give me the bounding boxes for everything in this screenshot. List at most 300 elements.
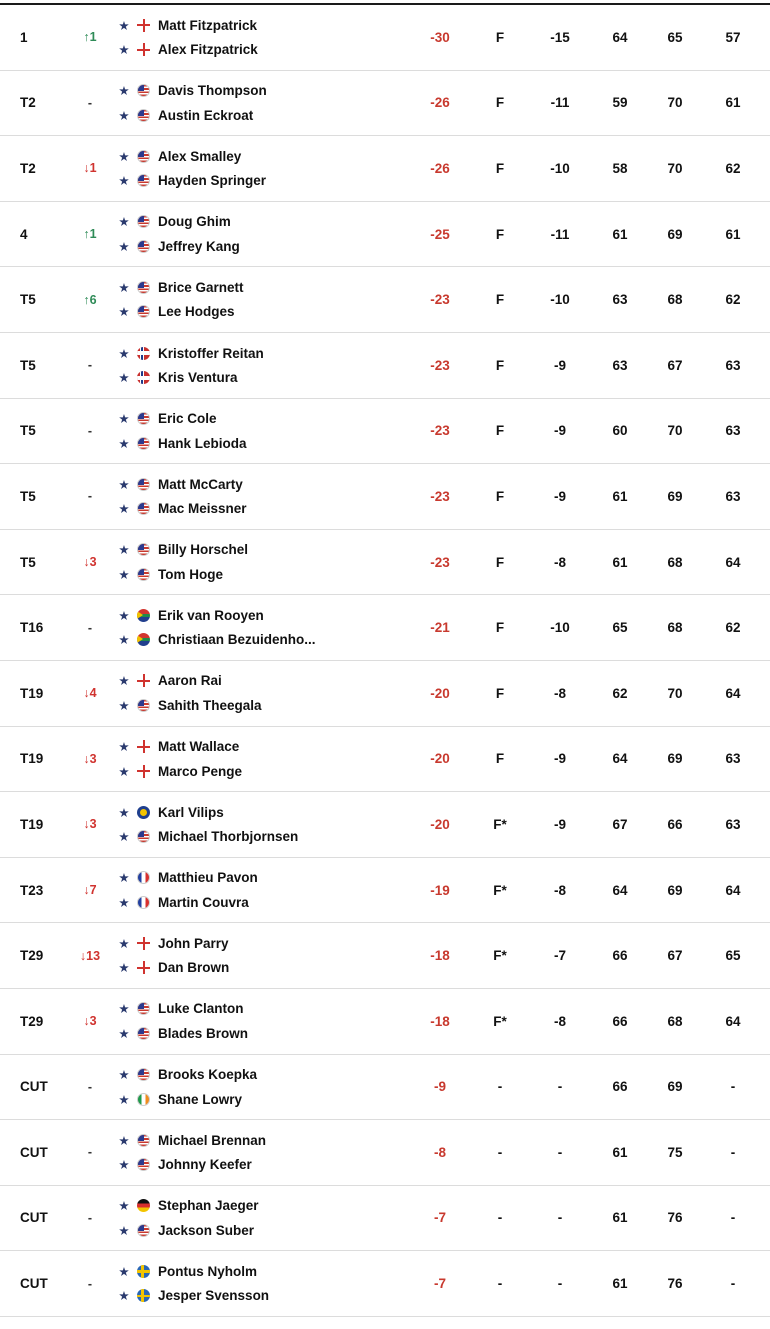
leaderboard-row[interactable]	[0, 399, 770, 465]
player-name[interactable]: Stephan Jaeger	[158, 1198, 259, 1214]
today-score: -9	[553, 816, 566, 832]
favorite-star-icon[interactable]: ★	[118, 1092, 130, 1107]
player-2[interactable]	[117, 300, 235, 325]
usa-flag-icon	[137, 1158, 150, 1171]
round-2-score: 70	[667, 160, 683, 176]
usa-flag-icon	[137, 109, 150, 122]
today-score: -9	[553, 423, 566, 439]
position: T2	[20, 160, 36, 176]
total-to-par: -25	[430, 226, 450, 242]
position: CUT	[20, 1210, 48, 1226]
round-3-score: 61	[725, 226, 741, 242]
leaderboard-row[interactable]	[0, 267, 770, 333]
leaderboard-row[interactable]	[0, 923, 770, 989]
team-players	[117, 136, 417, 201]
player-name[interactable]: Brice Garnett	[158, 279, 244, 295]
player-name[interactable]: Jesper Svensson	[158, 1288, 270, 1304]
favorite-star-icon[interactable]: ★	[118, 436, 130, 451]
player-2[interactable]	[117, 431, 247, 456]
player-name[interactable]: Kristoffer Reitan	[158, 345, 264, 361]
player-name[interactable]: Doug Ghim	[158, 214, 231, 230]
favorite-star-icon[interactable]: ★	[118, 1199, 130, 1214]
position: CUT	[20, 1276, 48, 1292]
player-2[interactable]	[117, 693, 262, 718]
leaderboard-row[interactable]	[0, 333, 770, 399]
today-score: -7	[553, 948, 566, 964]
position-movement: ↓3	[83, 751, 97, 766]
player-1[interactable]	[117, 669, 222, 694]
today-score: -10	[550, 620, 570, 636]
round-3-score: -	[730, 1144, 736, 1160]
thru-status: -	[497, 1210, 503, 1226]
player-2[interactable]	[117, 1087, 242, 1112]
round-3-score: 57	[725, 29, 741, 45]
round-1-score: 61	[612, 1276, 628, 1292]
player-name[interactable]: Johnny Keefer	[158, 1157, 252, 1173]
player-2[interactable]	[117, 1021, 248, 1046]
team-players	[117, 1251, 417, 1316]
player-name[interactable]: Blades Brown	[158, 1025, 249, 1041]
thru-status: F	[495, 357, 505, 373]
leaderboard-row[interactable]	[0, 71, 770, 137]
player-1[interactable]	[117, 144, 241, 169]
team-players	[117, 530, 417, 595]
player-name[interactable]: Martin Couvra	[158, 894, 249, 910]
favorite-star-icon[interactable]: ★	[118, 936, 130, 951]
today-score: -10	[550, 160, 570, 176]
thru-status: F*	[493, 1013, 507, 1029]
round-1-score: 59	[612, 95, 628, 111]
player-2[interactable]	[117, 759, 242, 784]
usa-flag-icon	[137, 1224, 150, 1237]
favorite-star-icon[interactable]: ★	[118, 502, 130, 517]
today-score: -11	[550, 95, 570, 111]
leaderboard-row[interactable]	[0, 858, 770, 924]
position: T2	[20, 95, 36, 111]
favorite-star-icon[interactable]: ★	[118, 805, 130, 820]
position-movement: -	[87, 423, 93, 438]
position-movement: ↓3	[83, 555, 97, 570]
player-name[interactable]: Hank Lebioda	[158, 435, 247, 451]
player-2[interactable]	[117, 365, 238, 390]
player-2[interactable]	[117, 824, 298, 849]
team-players	[117, 1055, 417, 1120]
favorite-star-icon[interactable]: ★	[118, 1133, 130, 1148]
player-name[interactable]: Matt Fitzpatrick	[158, 17, 258, 33]
player-2[interactable]	[117, 496, 247, 521]
favorite-star-icon[interactable]: ★	[118, 1002, 130, 1017]
total-to-par: -26	[430, 160, 450, 176]
leaderboard-row[interactable]	[0, 1055, 770, 1121]
round-3-score: 63	[725, 488, 741, 504]
leaderboard-row[interactable]	[0, 1186, 770, 1252]
total-to-par: -23	[430, 554, 450, 570]
usa-flag-icon	[137, 699, 150, 712]
thru-status: -	[497, 1276, 503, 1292]
usa-flag-icon	[137, 215, 150, 228]
favorite-star-icon[interactable]: ★	[118, 633, 130, 648]
player-1[interactable]	[117, 210, 231, 235]
round-2-score: 65	[667, 29, 683, 45]
usa-flag-icon	[137, 84, 150, 97]
total-to-par: -18	[430, 948, 450, 964]
player-name[interactable]: Luke Clanton	[158, 1001, 244, 1017]
position-movement: ↓1	[83, 161, 97, 176]
team-players	[117, 399, 417, 464]
position: CUT	[20, 1144, 48, 1160]
player-2[interactable]	[117, 628, 316, 653]
team-players	[117, 333, 417, 398]
team-players	[117, 202, 417, 267]
position: T29	[20, 948, 44, 964]
player-name[interactable]: Jeffrey Kang	[158, 238, 240, 254]
round-2-score: 69	[667, 488, 683, 504]
favorite-star-icon[interactable]: ★	[118, 43, 130, 58]
round-1-score: 61	[612, 1210, 628, 1226]
player-name[interactable]: Matthieu Pavon	[158, 870, 258, 886]
nor-flag-icon	[137, 347, 150, 360]
favorite-star-icon[interactable]: ★	[118, 764, 130, 779]
player-name[interactable]: Erik van Rooyen	[158, 607, 264, 623]
player-1[interactable]	[117, 538, 248, 563]
round-1-score: 61	[612, 488, 628, 504]
today-score: -8	[553, 685, 566, 701]
round-1-score: 64	[612, 29, 628, 45]
position-movement: ↑1	[83, 227, 97, 242]
thru-status: F	[495, 488, 505, 504]
player-2[interactable]	[117, 1218, 254, 1243]
total-to-par: -8	[433, 1144, 446, 1160]
position: T5	[20, 423, 36, 439]
favorite-star-icon[interactable]: ★	[118, 871, 130, 886]
player-1[interactable]	[117, 406, 217, 431]
leaderboard-row[interactable]	[0, 202, 770, 268]
player-1[interactable]	[117, 800, 224, 825]
favorite-star-icon[interactable]: ★	[118, 1158, 130, 1173]
team-players	[117, 923, 417, 988]
favorite-star-icon[interactable]: ★	[118, 215, 130, 230]
player-name[interactable]: John Parry	[158, 935, 229, 951]
round-2-score: 69	[667, 226, 683, 242]
favorite-star-icon[interactable]: ★	[118, 108, 130, 123]
position-movement: ↓3	[83, 1014, 97, 1029]
round-3-score: 64	[725, 554, 741, 570]
thru-status: F	[495, 620, 505, 636]
today-score: -	[557, 1144, 563, 1160]
player-name[interactable]: Dan Brown	[158, 960, 230, 976]
round-1-score: 66	[612, 948, 628, 964]
player-name[interactable]: Alex Fitzpatrick	[158, 42, 258, 58]
player-1[interactable]	[117, 275, 244, 300]
player-1[interactable]	[117, 1128, 266, 1153]
player-2[interactable]	[117, 1284, 269, 1309]
today-score: -	[557, 1079, 563, 1095]
position-movement: ↓13	[79, 948, 101, 963]
favorite-star-icon[interactable]: ★	[118, 18, 130, 33]
player-name[interactable]: Michael Brennan	[158, 1132, 267, 1148]
team-players	[117, 792, 417, 857]
position: T19	[20, 751, 44, 767]
player-1[interactable]	[117, 603, 264, 628]
favorite-star-icon[interactable]: ★	[118, 149, 130, 164]
leaderboard-row[interactable]	[0, 1251, 770, 1317]
total-to-par: -7	[433, 1210, 446, 1226]
round-3-score: 62	[725, 620, 741, 636]
total-to-par: -9	[433, 1079, 446, 1095]
fra-flag-icon	[137, 871, 150, 884]
favorite-star-icon[interactable]: ★	[118, 412, 130, 427]
player-name[interactable]: Eric Cole	[158, 411, 217, 427]
today-score: -8	[553, 882, 566, 898]
player-name[interactable]: Brooks Koepka	[158, 1067, 258, 1083]
round-3-score: 63	[725, 751, 741, 767]
usa-flag-icon	[137, 830, 150, 843]
round-3-score: 64	[725, 685, 741, 701]
favorite-star-icon[interactable]: ★	[118, 1026, 130, 1041]
round-1-score: 66	[612, 1013, 628, 1029]
round-2-score: 70	[667, 95, 683, 111]
favorite-star-icon[interactable]: ★	[118, 608, 130, 623]
round-2-score: 68	[667, 620, 683, 636]
leaderboard-row[interactable]	[0, 989, 770, 1055]
favorite-star-icon[interactable]: ★	[118, 371, 130, 386]
player-name[interactable]: Jackson Suber	[158, 1222, 255, 1238]
position-movement: -	[87, 620, 93, 635]
leaderboard-row[interactable]	[0, 595, 770, 661]
usa-flag-icon	[137, 240, 150, 253]
eng-flag-icon	[137, 19, 150, 32]
position: T16	[20, 620, 44, 636]
today-score: -	[557, 1210, 563, 1226]
player-1[interactable]	[117, 472, 243, 497]
round-1-score: 58	[612, 160, 628, 176]
leaderboard-row[interactable]	[0, 1120, 770, 1186]
round-3-score: 64	[725, 1013, 741, 1029]
thru-status: F	[495, 160, 505, 176]
player-1[interactable]	[117, 1193, 259, 1218]
leaderboard-row[interactable]	[0, 5, 770, 71]
team-players	[117, 71, 417, 136]
player-1[interactable]	[117, 866, 258, 891]
thru-status: F*	[493, 816, 507, 832]
favorite-star-icon[interactable]: ★	[118, 543, 130, 558]
fra-flag-icon	[137, 896, 150, 909]
usa-flag-icon	[137, 150, 150, 163]
round-1-score: 66	[612, 1079, 628, 1095]
player-2[interactable]	[117, 37, 258, 62]
thru-status: F	[495, 423, 505, 439]
thru-status: F	[495, 226, 505, 242]
usa-flag-icon	[137, 1068, 150, 1081]
favorite-star-icon[interactable]: ★	[118, 740, 130, 755]
player-name[interactable]: Davis Thompson	[158, 83, 267, 99]
player-name[interactable]: Matt McCarty	[158, 476, 243, 492]
round-2-score: 76	[667, 1276, 683, 1292]
favorite-star-icon[interactable]: ★	[118, 305, 130, 320]
round-3-score: 63	[725, 423, 741, 439]
usa-flag-icon	[137, 478, 150, 491]
total-to-par: -20	[430, 816, 450, 832]
player-name[interactable]: Mac Meissner	[158, 501, 247, 517]
leaderboard-row[interactable]	[0, 136, 770, 202]
favorite-star-icon[interactable]: ★	[118, 84, 130, 99]
team-players	[117, 5, 417, 70]
leaderboard-table	[0, 3, 770, 1317]
eng-flag-icon	[137, 674, 150, 687]
favorite-star-icon[interactable]: ★	[118, 1289, 130, 1304]
favorite-star-icon[interactable]: ★	[118, 961, 130, 976]
position-movement: ↓4	[83, 686, 97, 701]
position-movement: -	[87, 1079, 93, 1094]
today-score: -11	[550, 226, 570, 242]
eng-flag-icon	[137, 740, 150, 753]
leaderboard-row[interactable]	[0, 464, 770, 530]
player-1[interactable]	[117, 78, 267, 103]
player-1[interactable]	[117, 931, 229, 956]
team-players	[117, 1186, 417, 1251]
player-name[interactable]: Christiaan Bezuidenho...	[158, 632, 316, 648]
position: T5	[20, 357, 36, 373]
usa-flag-icon	[137, 568, 150, 581]
usa-flag-icon	[137, 174, 150, 187]
round-2-score: 68	[667, 1013, 683, 1029]
favorite-star-icon[interactable]: ★	[118, 830, 130, 845]
round-2-score: 68	[667, 292, 683, 308]
thru-status: F	[495, 554, 505, 570]
leaderboard-row[interactable]	[0, 727, 770, 793]
player-1[interactable]	[117, 1259, 257, 1284]
player-2[interactable]	[117, 562, 223, 587]
team-players	[117, 595, 417, 660]
favorite-star-icon[interactable]: ★	[118, 239, 130, 254]
position: CUT	[20, 1079, 48, 1095]
round-2-score: 67	[667, 948, 683, 964]
thru-status: F*	[493, 948, 507, 964]
favorite-star-icon[interactable]: ★	[118, 674, 130, 689]
player-name[interactable]: Marco Penge	[158, 763, 243, 779]
player-2[interactable]	[117, 234, 240, 259]
usa-flag-icon	[137, 281, 150, 294]
team-players	[117, 267, 417, 332]
total-to-par: -23	[430, 292, 450, 308]
player-name[interactable]: Alex Smalley	[158, 148, 242, 164]
round-2-score: 70	[667, 423, 683, 439]
usa-flag-icon	[137, 543, 150, 556]
favorite-star-icon[interactable]: ★	[118, 1068, 130, 1083]
leaderboard-row[interactable]	[0, 530, 770, 596]
thru-status: F	[495, 29, 505, 45]
total-to-par: -26	[430, 95, 450, 111]
thru-status: -	[497, 1079, 503, 1095]
team-players	[117, 858, 417, 923]
total-to-par: -18	[430, 1013, 450, 1029]
favorite-star-icon[interactable]: ★	[118, 1223, 130, 1238]
round-1-score: 63	[612, 292, 628, 308]
player-name[interactable]: Michael Thorbjornsen	[158, 829, 299, 845]
round-2-score: 70	[667, 685, 683, 701]
round-3-score: -	[730, 1210, 736, 1226]
player-1[interactable]	[117, 734, 239, 759]
player-2[interactable]	[117, 890, 249, 915]
player-name[interactable]: Sahith Theegala	[158, 697, 262, 713]
favorite-star-icon[interactable]: ★	[118, 895, 130, 910]
position-movement: -	[87, 1276, 93, 1291]
player-name[interactable]: Matt Wallace	[158, 739, 240, 755]
player-name[interactable]: Billy Horschel	[158, 542, 249, 558]
player-name[interactable]: Hayden Springer	[158, 173, 267, 189]
total-to-par: -30	[430, 29, 450, 45]
position-movement: ↓7	[83, 883, 97, 898]
total-to-par: -21	[430, 620, 450, 636]
player-2[interactable]	[117, 1152, 252, 1177]
player-1[interactable]	[117, 1062, 257, 1087]
thru-status: F	[495, 751, 505, 767]
favorite-star-icon[interactable]: ★	[118, 280, 130, 295]
favorite-star-icon[interactable]: ★	[118, 346, 130, 361]
leaderboard-row[interactable]	[0, 661, 770, 727]
player-name[interactable]: Kris Ventura	[158, 370, 238, 386]
usa-flag-icon	[137, 502, 150, 515]
round-2-score: 69	[667, 751, 683, 767]
usa-flag-icon	[137, 437, 150, 450]
player-1[interactable]	[117, 13, 257, 38]
round-1-score: 67	[612, 816, 628, 832]
player-name[interactable]: Lee Hodges	[158, 304, 235, 320]
total-to-par: -20	[430, 685, 450, 701]
favorite-star-icon[interactable]: ★	[118, 698, 130, 713]
favorite-star-icon[interactable]: ★	[118, 567, 130, 582]
thru-status: F	[495, 685, 505, 701]
player-name[interactable]: Aaron Rai	[158, 673, 222, 689]
leaderboard-row[interactable]	[0, 792, 770, 858]
today-score: -9	[553, 488, 566, 504]
ger-flag-icon	[137, 1199, 150, 1212]
player-name[interactable]: Tom Hoge	[158, 566, 223, 582]
round-1-score: 62	[612, 685, 628, 701]
thru-status: -	[497, 1144, 503, 1160]
thru-status: F	[495, 95, 505, 111]
round-1-score: 60	[612, 423, 628, 439]
team-players	[117, 1120, 417, 1185]
player-name[interactable]: Pontus Nyholm	[158, 1263, 258, 1279]
position: 1	[20, 29, 28, 45]
round-1-score: 63	[612, 357, 628, 373]
favorite-star-icon[interactable]: ★	[118, 1264, 130, 1279]
thru-status: F	[495, 292, 505, 308]
round-3-score: 62	[725, 160, 741, 176]
favorite-star-icon[interactable]: ★	[118, 174, 130, 189]
usa-flag-icon	[137, 412, 150, 425]
player-1[interactable]	[117, 341, 264, 366]
team-players	[117, 464, 417, 529]
player-name[interactable]: Austin Eckroat	[158, 107, 254, 123]
today-score: -9	[553, 751, 566, 767]
player-2[interactable]	[117, 956, 229, 981]
player-2[interactable]	[117, 168, 266, 193]
player-1[interactable]	[117, 997, 244, 1022]
player-name[interactable]: Karl Vilips	[158, 804, 224, 820]
position-movement: -	[87, 95, 93, 110]
swe-flag-icon	[137, 1265, 150, 1278]
team-players	[117, 989, 417, 1054]
player-name[interactable]: Shane Lowry	[158, 1091, 243, 1107]
round-2-score: 76	[667, 1210, 683, 1226]
irl-flag-icon	[137, 1093, 150, 1106]
position: T19	[20, 816, 44, 832]
player-2[interactable]	[117, 103, 253, 128]
favorite-star-icon[interactable]: ★	[118, 477, 130, 492]
position-movement: -	[87, 358, 93, 373]
